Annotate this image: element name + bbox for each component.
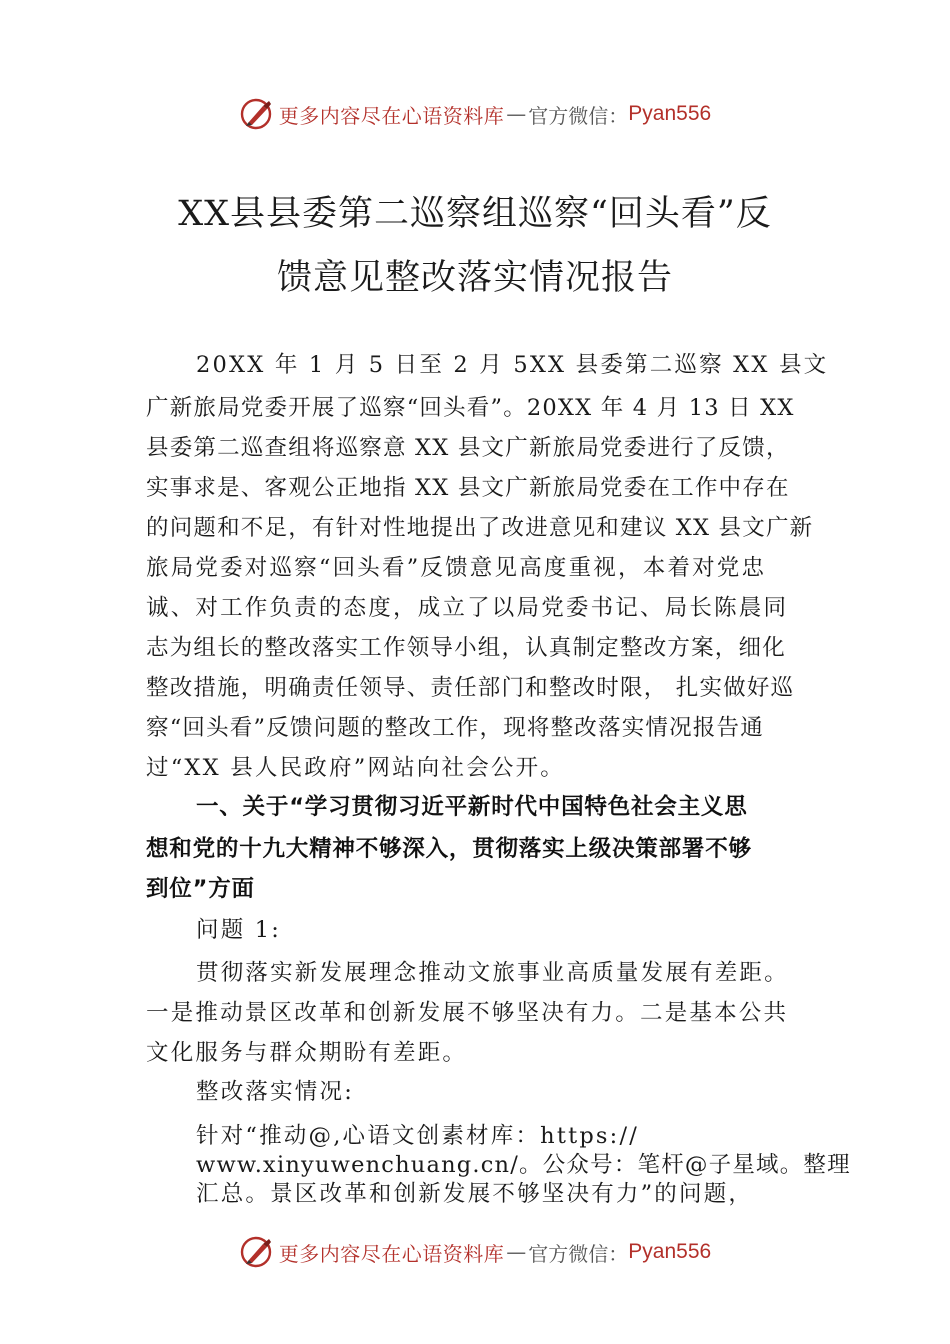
problem-line: 一是推动景区改革和创新发展不够坚决有力。二是基本公共 bbox=[146, 1000, 789, 1026]
pen-logo-icon bbox=[239, 1234, 275, 1270]
paragraph-line: 广新旅局党委开展了巡察“回头看”。20XX 年 4 月 13 日 XX bbox=[146, 395, 795, 421]
section-heading-line: 到位”方面 bbox=[146, 876, 255, 902]
footer-banner bbox=[0, 1232, 950, 1272]
rectify-line: 针对“推动@,心语文创素材库：https:// bbox=[196, 1123, 640, 1149]
banner-wechat-label: 官方微信： bbox=[528, 103, 629, 128]
problem-line: 贯彻落实新发展理念推动文旅事业高质量发展有差距。 bbox=[196, 960, 789, 986]
rectify-line: 汇总。景区改革和创新发展不够坚决有力”的问题， bbox=[196, 1181, 754, 1207]
paragraph-line: 志为组长的整改落实工作领导小组，认真制定整改方案，细化 bbox=[146, 635, 786, 661]
paragraph-line: 20XX 年 1 月 5 日至 2 月 5XX 县委第二巡察 XX 县文 bbox=[196, 352, 829, 378]
rectify-label: 整改落实情况: bbox=[196, 1079, 354, 1105]
paragraph-line: 整改措施，明确责任领导、责任部门和整改时限， 扎实做好巡 bbox=[146, 675, 795, 701]
header-banner bbox=[0, 94, 950, 134]
banner-slogan: 更多内容尽在心语资料库 bbox=[278, 1241, 505, 1266]
banner-wechat-label: 官方微信： bbox=[528, 1241, 629, 1266]
document-title-line-1: XX县县委第二巡察组巡察“回头看”反 bbox=[178, 194, 772, 234]
pen-logo-icon bbox=[239, 96, 275, 132]
document-title-line-2: 馈意见整改落实情况报告 bbox=[276, 258, 673, 298]
paragraph-line: 县委第二巡查组将巡察意 XX 县文广新旅局党委进行了反馈， bbox=[146, 435, 790, 461]
paragraph-line: 实事求是、客观公正地指 XX 县文广新旅局党委在工作中存在 bbox=[146, 475, 790, 501]
paragraph-line: 察“回头看”反馈问题的整改工作，现将整改落实情况报告通 bbox=[146, 715, 764, 741]
banner-wechat-id: Pyan556 bbox=[628, 1240, 712, 1263]
paragraph-line: 旅局党委对巡察“回头看”反馈意见高度重视，本着对党忠 bbox=[146, 555, 767, 581]
banner-separator: — bbox=[506, 1240, 527, 1264]
banner-wechat-id: Pyan556 bbox=[628, 102, 712, 125]
problem-line: 文化服务与群众期盼有差距。 bbox=[146, 1040, 468, 1066]
section-heading-line: 想和党的十九大精神不够深入，贯彻落实上级决策部署不够 bbox=[146, 836, 752, 862]
paragraph-line: 过“XX 县人民政府”网站向社会公开。 bbox=[146, 755, 565, 781]
problem-label: 问题 1: bbox=[196, 917, 282, 943]
banner-separator: — bbox=[506, 102, 527, 126]
rectify-line: www.xinyuwenchuang.cn/。公众号：笔杆@子星域。整理 bbox=[196, 1152, 851, 1178]
banner-slogan: 更多内容尽在心语资料库 bbox=[278, 103, 505, 128]
paragraph-line: 的问题和不足，有针对性地提出了改进意见和建议 XX 县文广新 bbox=[146, 515, 814, 541]
paragraph-line: 诚、对工作负责的态度，成立了以局党委书记、局长陈晨同 bbox=[146, 595, 789, 621]
section-heading-line: 一、关于“学习贯彻习近平新时代中国特色社会主义思 bbox=[196, 794, 748, 820]
